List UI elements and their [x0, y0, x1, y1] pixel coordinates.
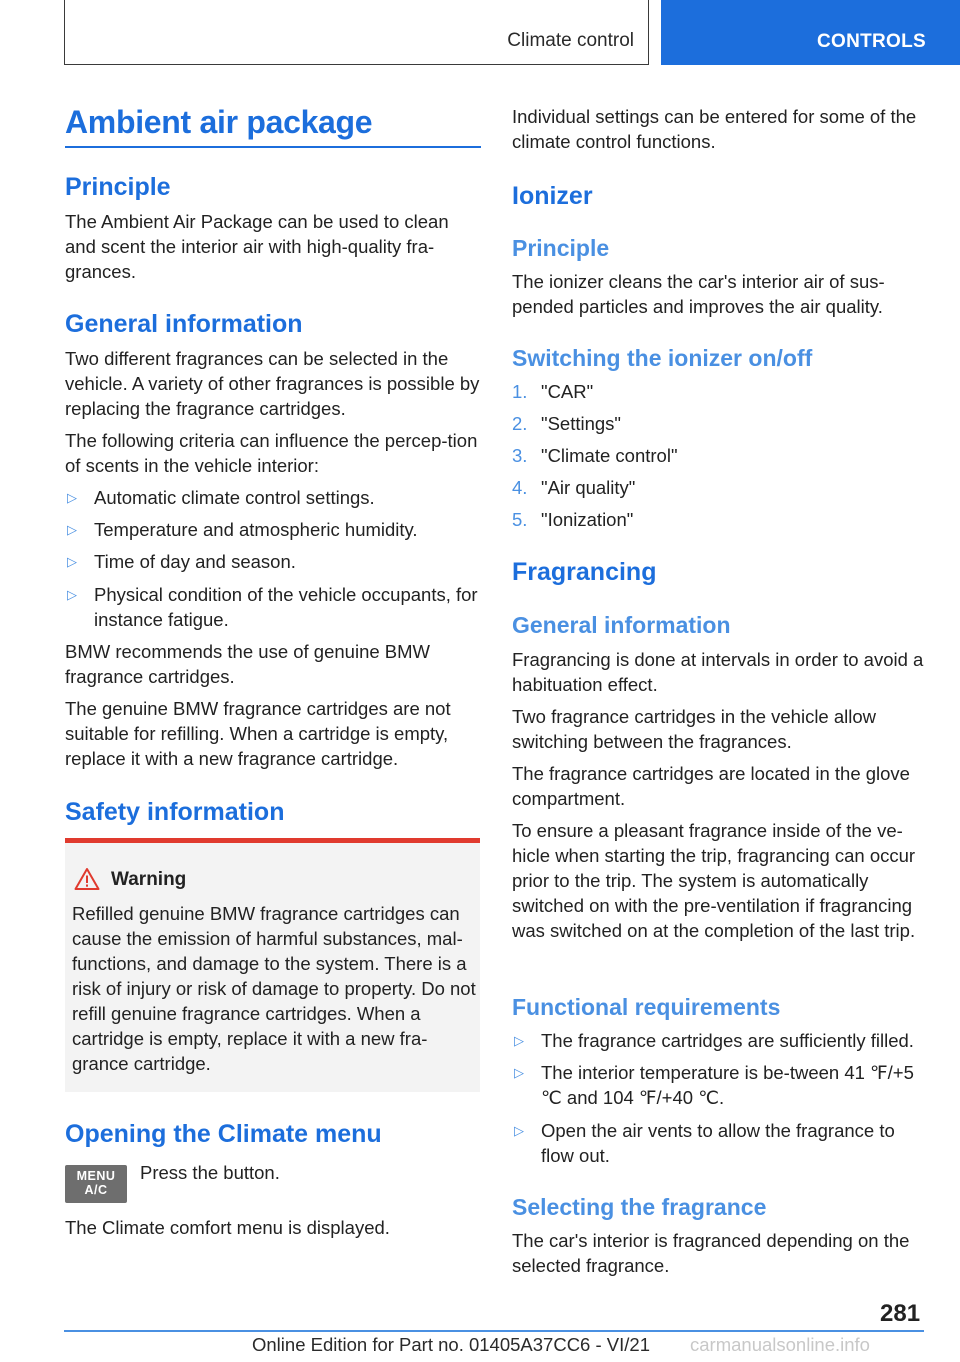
warning-title: Warning — [111, 869, 187, 890]
bullet-triangle-icon: ▷ — [514, 1033, 524, 1048]
list-item: 1. "CAR" — [512, 381, 594, 402]
footer-edition: Online Edition for Part no. 01405A37CC6 - VI/21 — [252, 1334, 650, 1355]
bullet-triangle-icon: ▷ — [67, 587, 77, 602]
functional-requirements-heading: Functional requirements — [512, 994, 781, 1020]
bullet-triangle-icon: ▷ — [67, 554, 77, 569]
header-section-box — [64, 0, 649, 65]
title-rule — [65, 146, 481, 148]
list-item: ▷ Open the air vents to allow the fragrance to flow out. — [514, 1120, 895, 1166]
bullet-triangle-icon: ▷ — [67, 522, 77, 537]
general-info-p3: BMW recommends the use of genuine BMW fragrance cartridges. — [65, 641, 431, 687]
list-item: 5. "Ionization" — [512, 509, 634, 530]
list-item: ▷ Temperature and atmospheric humidity. — [67, 519, 418, 540]
fragrancing-p4: To ensure a pleasant fragrance inside of the ve-hicle when starting the trip, fragrancing can occur prior to the trip. The system is automatically switched on with the pre-ventilation if fragrancing was switched on at the completion of the last trip. — [512, 820, 916, 941]
general-info-p1: Two different fragrances can be selected in the vehicle. A variety of other fragrances is possible by replacing the fragrance cartridges. — [65, 348, 480, 419]
fragrancing-p3: The fragrance cartridges are located in the glove compartment. — [512, 763, 910, 809]
bullet-triangle-icon: ▷ — [514, 1065, 524, 1080]
footer-rule — [64, 1330, 924, 1332]
page-number: 281 — [880, 1300, 921, 1327]
general-info-p2: The following criteria can influence the percep-tion of scents in the vehicle interior: — [65, 430, 478, 476]
menu-ac-button-icon: MENU A/C — [65, 1165, 127, 1203]
switching-heading: Switching the ionizer on/off — [512, 345, 813, 371]
list-item: 4. "Air quality" — [512, 477, 636, 498]
ionizer-heading: Ionizer — [512, 182, 593, 210]
header-chapter-label: CONTROLS — [816, 31, 926, 52]
principle-heading: Principle — [65, 173, 171, 201]
fragrancing-p1: Fragrancing is done at intervals in order to avoid a habituation effect. — [512, 649, 924, 695]
list-item: ▷ The fragrance cartridges are sufficiently filled. — [514, 1030, 914, 1051]
fragrancing-p2: Two fragrance cartridges in the vehicle allow switching between the fragrances. — [512, 706, 877, 752]
safety-heading: Safety information — [65, 798, 285, 826]
list-item: ▷ Physical condition of the vehicle occupants, for instance fatigue. — [67, 584, 478, 630]
warning-text: Refilled genuine BMW fragrance cartridges can cause the emission of harmful substances, mal-functions, and damage to the system. There is a risk of injury or risk of damage to property. Do not refill genuine fragrance cartridges. When a cartridge is empty, replace it with a new fra-grance cartridge. — [72, 903, 476, 1074]
ionizer-principle-text: The ionizer cleans the car's interior air of sus-pended particles and improves the air quality. — [512, 271, 885, 317]
header-chapter-tab[interactable] — [661, 0, 960, 65]
bullet-triangle-icon: ▷ — [514, 1123, 524, 1138]
watermark: carmanualsonline.info — [690, 1334, 870, 1355]
general-info-p4: The genuine BMW fragrance cartridges are not suitable for refilling. When a cartridge is empty, replace it with a new fragrance cartridge. — [65, 698, 451, 769]
intro-text: Individual settings can be entered for some of the climate control functions. — [512, 106, 917, 152]
list-item: ▷ Time of day and season. — [67, 551, 296, 572]
fragrancing-heading: Fragrancing — [512, 558, 657, 586]
fragrancing-general-heading: General information — [512, 612, 731, 638]
principle-text: The Ambient Air Package can be used to clean and scent the interior air with high-quality fra-grances. — [65, 211, 449, 282]
list-item: 3. "Climate control" — [512, 445, 678, 466]
list-item: ▷ Automatic climate control settings. — [67, 487, 375, 508]
page-title: Ambient air package — [65, 104, 373, 140]
general-info-heading: General information — [65, 310, 303, 338]
climate-menu-heading: Opening the Climate menu — [65, 1120, 382, 1148]
selecting-fragrance-text: The car's interior is fragranced depending on the selected fragrance. — [512, 1230, 910, 1276]
warning-triangle-icon — [74, 867, 100, 891]
warning-box — [65, 838, 480, 1092]
header-section-title: Climate control — [507, 30, 634, 51]
list-item: ▷ The interior temperature is be-tween 41 ℉/+5 ℃ and 104 ℉/+40 ℃. — [514, 1062, 914, 1108]
selecting-fragrance-heading: Selecting the fragrance — [512, 1194, 767, 1220]
menu-displayed-text: The Climate comfort menu is displayed. — [65, 1217, 390, 1238]
press-button-text: Press the button. — [140, 1162, 280, 1183]
bullet-triangle-icon: ▷ — [67, 490, 77, 505]
ionizer-principle-heading: Principle — [512, 235, 610, 261]
list-item: 2. "Settings" — [512, 413, 621, 434]
